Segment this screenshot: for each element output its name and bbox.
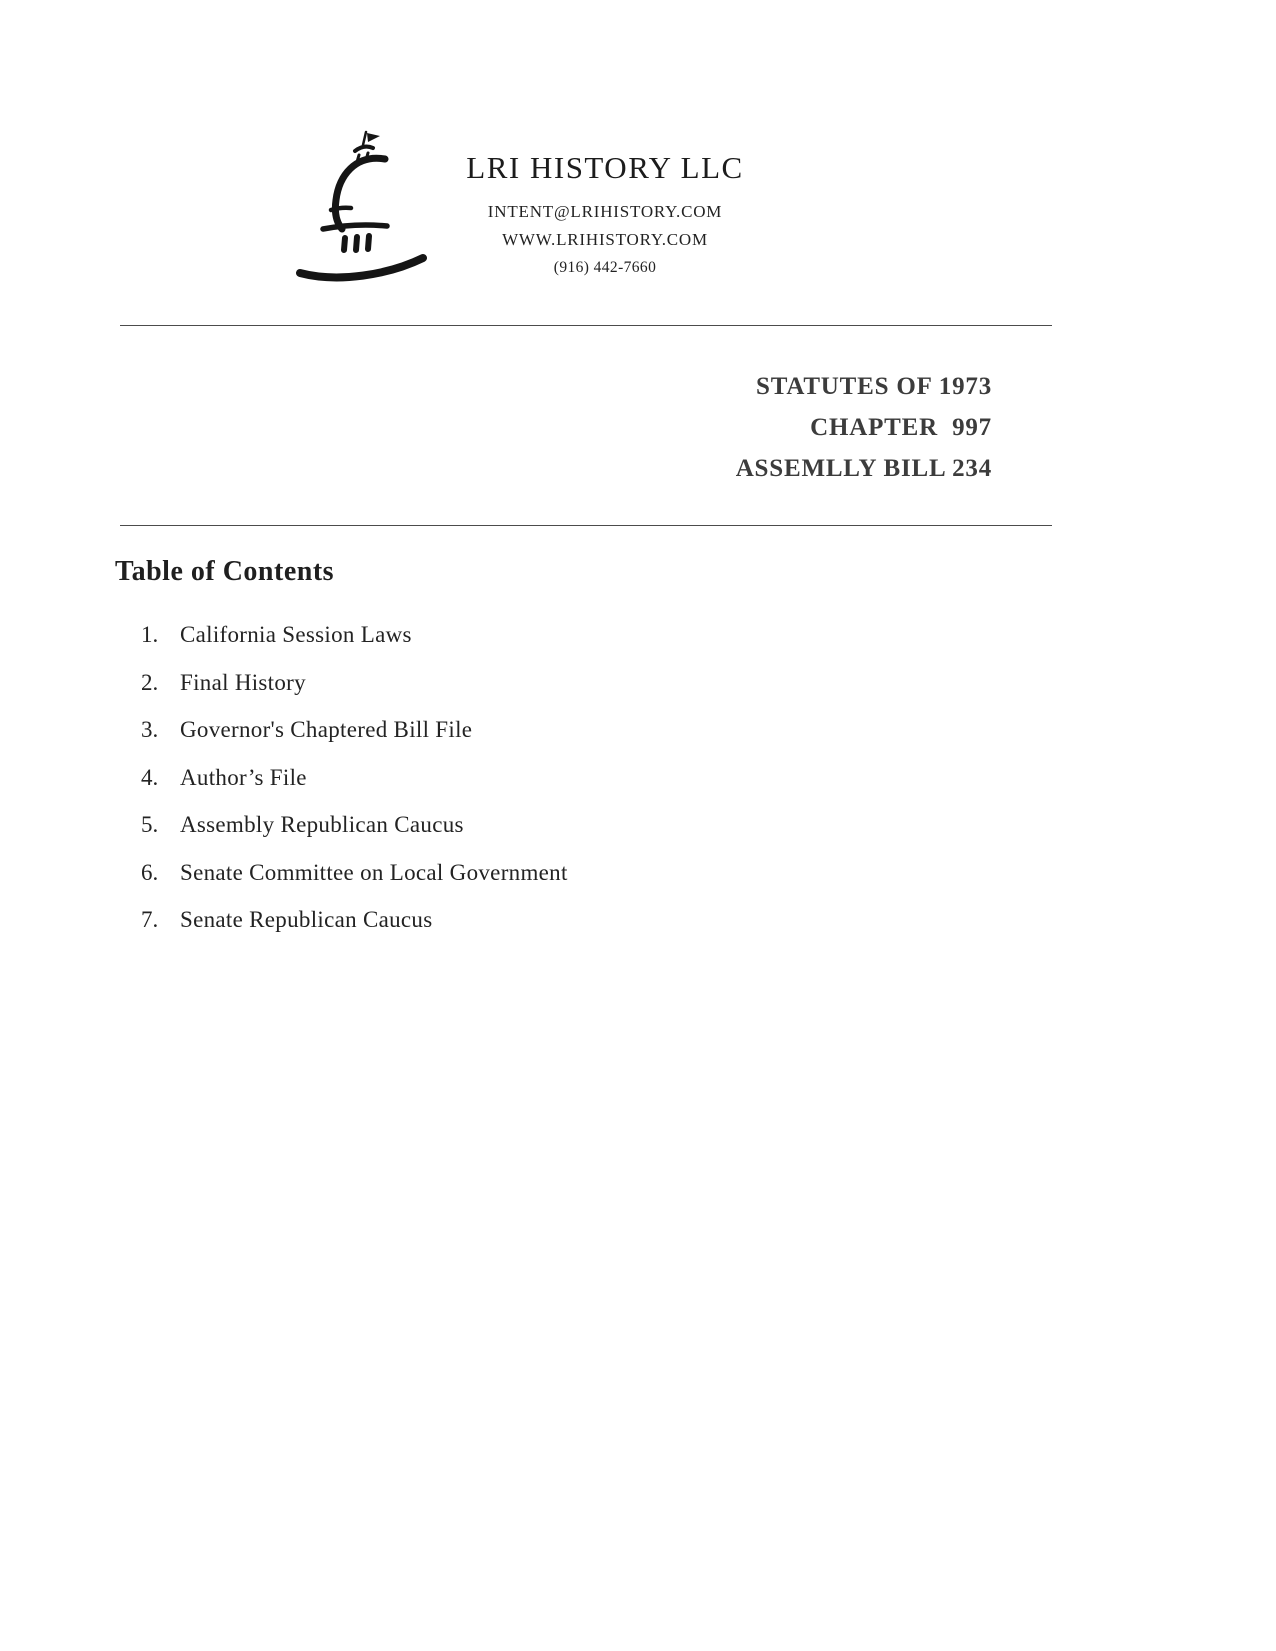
toc-item-number: 6. [141,859,159,885]
capitol-dome-icon [293,126,433,286]
toc-item [141,765,941,791]
chapter-line: CHAPTER 997 [810,414,992,441]
phone-text: (916) 442-7660 [553,259,657,276]
statute-title-block [520,366,992,489]
toc-item [141,670,941,696]
website-text: WWW.LRIHISTORY.COM [502,230,708,249]
toc-item-label: Governor's Chaptered Bill File [180,717,473,742]
toc-item [141,860,941,886]
toc-item-number: 7. [141,907,159,932]
toc-item-number: 5. [141,812,159,837]
toc-item [141,907,941,933]
toc-item-label: Senate Republican Caucus [180,907,433,932]
assembly-bill-line: ASSEMLLY BILL 234 [735,455,992,482]
company-name: LRI HISTORY LLC [466,150,744,185]
toc-item-label: California Session Laws [180,622,412,647]
toc-item [141,622,941,648]
toc-item-label: Author’s File [180,764,307,790]
divider-middle [120,525,1052,526]
divider-top [120,325,1052,326]
toc-item-label: Assembly Republican Caucus [180,812,464,837]
toc-item [141,717,941,743]
statutes-year-line: STATUTES OF 1973 [756,373,992,400]
toc-item-number: 3. [141,717,159,742]
toc-item-label: Final History [180,669,306,695]
letterhead-contact [455,150,755,282]
capitol-dome-logo [293,126,433,286]
toc-item-number: 4. [141,764,159,790]
toc-item-number: 2. [141,669,159,695]
toc-list [141,622,941,955]
toc-heading: Table of Contents [115,556,335,587]
email-text: INTENT@LRIHISTORY.COM [487,202,723,221]
toc-item [141,812,941,838]
toc-item-label: Senate Committee on Local Government [180,859,568,885]
toc-item-number: 1. [141,622,159,647]
